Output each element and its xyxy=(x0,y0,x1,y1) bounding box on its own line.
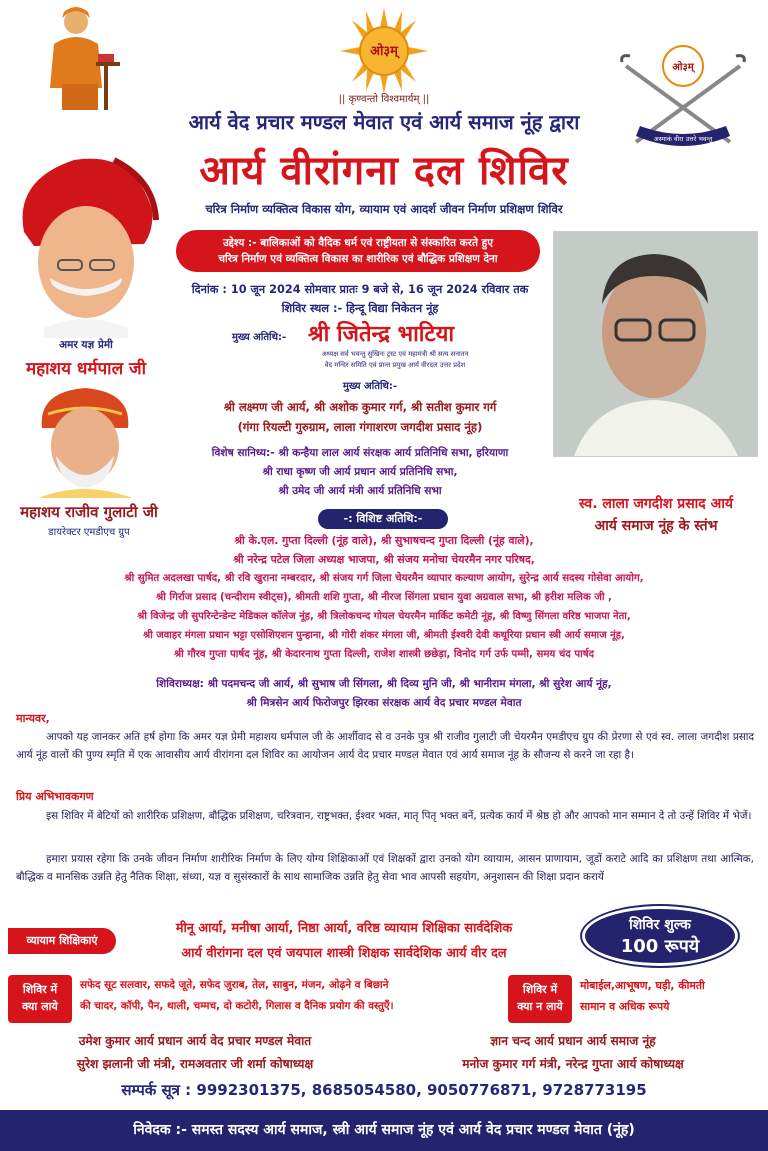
fee-label: शिविर शुल्क xyxy=(629,917,691,933)
emblem-om: ओ३म् xyxy=(672,62,694,73)
contact xyxy=(0,1080,768,1100)
instructors-label: व्यायाम शिक्षिकाएं xyxy=(8,928,116,954)
dharmpal-caption: अमर यज्ञ प्रेमी xyxy=(59,339,113,351)
subtitle: चरित्र निर्माण व्यक्तित्व विकास योग, व्यायाम एवं आदर्श जीवन निर्माण प्रशिक्षण शिविर xyxy=(205,202,563,216)
instructors-line-1: मीनू आर्या, मनीषा आर्या, निष्ठा आर्या, वरिष्ठ व्यायाम शिक्षिका सार्वदेशिक xyxy=(175,921,513,936)
letter-para-3: हमारा प्रयास रहेगा कि उनके जीवन निर्माण शारीरिक निर्माण के लिए योग्य शिक्षिकाओं एवं शिक्षकों द्वारा उनको योग व्यायाम, आसन प्राणायाम, जूडों कराटे आदि का प्रशिक्षण तथा आत्मिक, बौद्धिक व मानसिक उन्नति हेतु नैतिक शिक्षा, संध्या, यज्ञ व सुसंस्कारों के साथ सामाजिक उन्नति हेतु सेवा भाव आपसी सहयोग, अनुशासन की शिक्षा प्रदान करायें xyxy=(16,853,754,883)
arya-veer-emblem xyxy=(618,36,748,156)
objective-banner xyxy=(176,230,540,272)
bring-text-1: सफेद सूट सलवार, सफदे जूते, सफेद जुराब, तेल, साबुन, मंजन, ओढ़ने व बिछाने xyxy=(80,979,389,991)
parents-label: प्रिय अभिभावकगण xyxy=(16,790,94,803)
guests-line-1: श्री लक्ष्मण जी आर्य, श्री अशोक कुमार गर्ग, श्री सतीश कुमार गर्ग xyxy=(223,400,497,414)
emblem-motto: अस्माकं वीरा उत्तरे भवन्तु xyxy=(653,135,713,143)
fee-amount: 100 रूपये xyxy=(620,936,700,957)
objective-line-2: चरित्र निर्माण एवं व्यक्तित्व विकास का शारीरिक एवं बौद्धिक प्रशिक्षण देना xyxy=(218,253,498,265)
vip-line: श्री के.एल. गुप्ता दिल्ली (नूंह वाले), श्री सुभाषचन्द गुप्ता दिल्ली (नूंह वाले), xyxy=(234,534,534,547)
vip-line: श्री जवाहर मंगला प्रधान भट्टा एसोशिएशन पुन्हाना, श्री गोरी शंकर मंगला जी, श्रीमती ईश्वरी देवी कथूरिया प्रधान स्त्री आर्य समाज नूंह, xyxy=(143,630,625,641)
special-presence-line-2: श्री राधा कृष्ण जी आर्य प्रधान आर्य प्रतिनिधि सभा, xyxy=(262,466,458,478)
dharmpal-name: महाशय धर्मपाल जी xyxy=(25,359,147,379)
motto: || कृण्वन्तो विश्वमार्यम् || xyxy=(338,94,430,105)
guests-line-2: (गंगा रियल्टी गुरुग्राम, लाला गंगाशरण जगदीश प्रसाद नूंह) xyxy=(237,420,483,434)
instructors-line-2: आर्य वीरांगना दल एवं जयपाल शास्त्री शिक्षक सार्वदेशिक आर्य वीर दल xyxy=(181,946,507,961)
vip-line: श्री गिर्राज प्रसाद (चन्दीराम स्वीट्स), श्रीमती शशि गुप्ता, श्री नीरज सिंगला प्रधान युवा अग्रवाल सभा, श्री हरीश मलिक जी , xyxy=(156,592,612,603)
event-dates: दिनांक : 10 जून 2024 सोमवार प्रातः 9 बजे से, 16 जून 2024 रविवार तक xyxy=(191,283,529,296)
objective-line-1: उद्देश्य :- बालिकाओं को वैदिक धर्म एवं राष्ट्रीयता से संस्कारित करते हुए xyxy=(222,237,494,249)
camp-heads-line-2: श्री मित्रसेन आर्य फिरोजपुर झिरका संरक्षक आर्य वेद प्रचार मण्डल मेवात xyxy=(246,697,522,709)
bring-label-2: क्या लाये xyxy=(22,1000,58,1013)
guests-label: मुख्य अतिथि:- xyxy=(342,381,398,392)
om-sun-logo xyxy=(336,6,432,96)
vip-line: श्री गौरव गुप्ता पार्षद नूंह, श्री केदारनाथ गुप्ता दिल्ली, राजेश शास्त्री छछेड़ा, विनोद गर्ग उर्फ पम्मी, समय चंद पार्षद xyxy=(173,649,595,660)
letter-para-2: इस शिविर में बेटियों को शारीरिक प्रशिक्षण, बौद्धिक प्रशिक्षण, चरित्रवान, राष्ट्रभक्त, ईश्वर भक्त, मातृ पितृ भक्त बनें, प्रत्येक कार्य में श्रेष्ठ हो और आपको मान सम्मान दे तो उन्हें शिविर में भेजें। xyxy=(46,810,752,822)
chief-guest-desc-2: वेद मन्दिर समिति एवं प्रान्त प्रमुख आर्य वीरदल उत्तर प्रदेश xyxy=(324,361,466,369)
not-bring-label-1: शिविर में xyxy=(522,983,558,996)
bring-text-2: की चादर, कॉपी, पैन, थाली, चम्मच, दो कटोरी, गिलास व दैनिक प्रयोग की वस्तुएँ। xyxy=(80,1000,394,1012)
jagdish-prasad-photo xyxy=(553,231,758,457)
jagdish-prasad-title: आर्य समाज नूंह के स्तंभ xyxy=(594,518,718,534)
chief-guest-label: मुख्य अतिथि:- xyxy=(232,332,287,343)
rajeev-gulati-name: महाशय राजीव गुलाटी जी xyxy=(20,503,158,521)
footer-bar xyxy=(0,1110,768,1151)
officers-right-1: ज्ञान चन्द आर्य प्रधान आर्य समाज नूंह xyxy=(490,1034,656,1048)
not-bring-text-2: सामान व अधिक रूपये xyxy=(580,1000,670,1013)
event-venue: शिविर स्थल :- हिन्दू विद्या निकेतन नूंह xyxy=(281,302,439,315)
om-text: ओ३म् xyxy=(370,44,398,59)
chief-guest-desc-1: अध्यक्ष सर्व भवन्तु सुखिनः ट्रस्ट एवं महामंत्री श्री सत्य सनातन xyxy=(321,350,469,358)
footer-text: निवेदक :- समस्त सदस्य आर्य समाज, स्त्री आर्य समाज नूंह एवं आर्य वेद प्रचार मण्डल मेवात (नूंह) xyxy=(133,1122,635,1138)
organizer-heading: आर्य वेद प्रचार मण्डल मेवात एवं आर्य समाज नूंह द्वारा xyxy=(188,110,580,134)
not-bring-label-2: क्या न लाये xyxy=(517,1000,563,1013)
swami-portrait xyxy=(40,4,126,116)
special-presence-line-3: श्री उमेद जी आर्य मंत्री आर्य प्रतिनिधि सभा xyxy=(278,485,442,497)
camp-heads-line-1: शिविराध्यक्ष: श्री पदमचन्द जी आर्य, श्री सुभाष जी सिंगला, श्री दिव्य मुनि जी, श्री भानीराम मंगला, श्री सुरेश आर्य नूंह, xyxy=(156,678,612,690)
letter-salutation: मान्यवर, xyxy=(16,712,50,725)
page-title: आर्य वीरांगना दल शिविर xyxy=(199,148,569,194)
vip-line: श्री नरेन्द्र पटेल जिला अध्यक्ष भाजपा, श्री संजय मनोचा चेयरमैन नगर परिषद, xyxy=(233,553,535,566)
not-bring-text-1: मोबाईल,आभूषण, घड़ी, कीमती xyxy=(580,979,705,992)
not-bring-label xyxy=(508,975,572,1023)
contact-numbers: 9992301375, 8685054580, 9050776871, 9728773195 xyxy=(196,1081,647,1099)
officers-left-1: उमेश कुमार आर्य प्रधान आर्य वेद प्रचार मण्डल मेवात xyxy=(78,1034,312,1048)
letter-para-1: आपको यह जानकर अति हर्ष होगा कि अमर यज्ञ प्रेमी महाशय धर्मपाल जी के आर्शीवाद से व उनके पुत्र श्री राजीव गुलाटी जी चेयरमैन एमडीएच ग्रुप की प्रेरणा से एवं स्व. लाला जगदीश प्रसाद आर्य नूंह वालों की पुण्य स्मृति में एक आवासीय आर्य वीरांगना दल शिविर का आयोजन आर्य वेद प्रचार मण्डल मेवात एवं आर्य समाज नूंह के सौजन्य से करने जा रहा है। xyxy=(16,731,754,761)
officers-left-2: सुरेश झलानी जी मंत्री, रामअवतार जी शर्मा कोषाध्यक्ष xyxy=(76,1057,314,1071)
dharmpal-photo xyxy=(4,150,164,338)
chief-guest-name: श्री जितेन्द्र भाटिया xyxy=(308,322,455,347)
officers-right-2: मनोज कुमार गर्ग मंत्री, नरेन्द्र गुप्ता आर्य कोषाध्यक्ष xyxy=(462,1057,684,1071)
bring-label xyxy=(8,975,72,1023)
rajeev-gulati-photo xyxy=(30,384,140,498)
bring-label-1: शिविर में xyxy=(22,983,58,996)
vip-line: श्री सुमित अदलखा पार्षद, श्री रवि खुराना नम्बरदार, श्री संजय गर्ग जिला चेयरमैन व्यापार कल्याण आयोग, सुरेन्द्र आर्य सदस्य गोसेवा आयोग, xyxy=(124,573,644,584)
vip-label: -: विशिष्ट अतिथि:- xyxy=(318,509,448,529)
rajeev-gulati-title: डायरेक्टर एमडीएच ग्रुप xyxy=(48,527,130,538)
jagdish-prasad-name: स्व. लाला जगदीश प्रसाद आर्य xyxy=(578,496,734,512)
vip-line: श्री विजेन्द्र जी सुपरिन्टेन्डेन्ट मेडिकल कॉलेज नूंह, श्री त्रिलोकचन्द गोयल चेयरमैन मार्किट कमेटी नूंह, श्री विष्णु सिंगला वरिष्ठ भाजपा नेता, xyxy=(137,611,631,622)
special-presence-line-1: विशेष सानिध्य:- श्री कन्हैया लाल आर्य संरक्षक आर्य प्रतिनिधि सभा, हरियाणा xyxy=(211,447,509,459)
fee-badge xyxy=(582,906,738,966)
contact-label: सम्पर्क सूत्र : xyxy=(121,1081,192,1099)
